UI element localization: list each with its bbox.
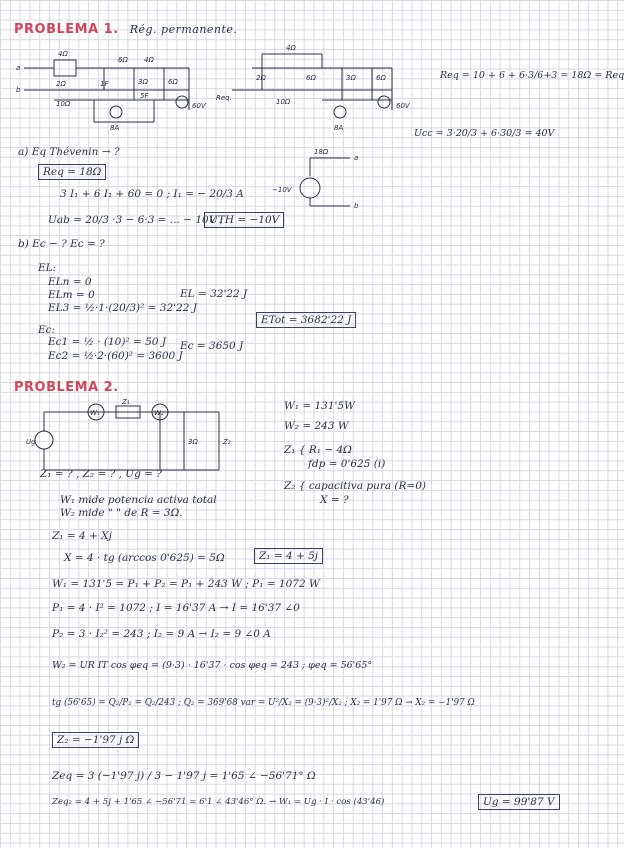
c1-r1: 4Ω: [58, 50, 68, 58]
line-w2: W₂ = UR IT cos φeq = (9·3) · 16'37 · cos φeq = 243 ; φeq = 56'65°: [52, 660, 373, 671]
line-tg: tg (56'65) = Q₂/P₂ = Q₂/243 ; Q₂ = 369'68 var = U²/X₂ = (9·3)²/X₂ ; X₂ = 1'97 Ω → X₂ = −1'97 Ω: [52, 698, 475, 708]
c1-node-a: a: [16, 64, 21, 72]
line-z1: Z₁ = 4 + Xj: [52, 530, 112, 542]
c1-v: 60V: [192, 102, 206, 110]
circuit-2-diagram: [216, 40, 412, 132]
c1-r6: 3Ω: [138, 78, 148, 86]
z1-spec-a: Z₁ { R₁ − 4Ω: [284, 444, 352, 456]
z1-spec-b: fdp = 0'625 (i): [308, 458, 386, 470]
p2-w2: W₂: [154, 409, 164, 417]
circuit-1-diagram: [14, 40, 214, 130]
c2-r3: 10Ω: [276, 98, 291, 106]
etot-result-box: ETot = 3682'22 J: [256, 312, 356, 328]
ucc-equation: Ucc = 3·20/3 + 6·30/3 = 40V: [414, 128, 555, 139]
c1-r3: 10Ω: [56, 100, 71, 108]
problem-1-heading: [14, 22, 237, 37]
c1-i: 8A: [110, 124, 120, 132]
w2-value: W₂ = 243 W: [284, 420, 349, 432]
line-x: X = 4 · tg (arccos 0'625) = 5Ω: [64, 552, 225, 564]
uth-result-box: UTH = −10V: [204, 212, 284, 228]
el-3: EL3 = ½·1·(20/3)² = 32'22 J: [48, 302, 197, 314]
ec-heading: Ec:: [38, 324, 56, 336]
eq-current: 3 I₁ + 6 I₁ + 60 = 0 ; I₁ = − 20/3 A: [60, 188, 244, 200]
part-a-label: a) Eq Thévenin → ?: [18, 146, 120, 158]
thevenin-b: b: [354, 202, 359, 210]
z2-result-box: Z₂ = −1'97 j Ω: [52, 732, 139, 748]
c2-v: 60V: [396, 102, 410, 110]
p2-ug: Ug: [26, 438, 36, 446]
z2-spec-a: Z₂ { capacitiva pura (R=0): [284, 480, 427, 492]
c2-r6: 6Ω: [376, 74, 386, 82]
line-p1: P₁ = 4 · I² = 1072 ; I = 16'37 A → I = 16'37 ∠0: [52, 602, 300, 614]
c2-r5: 3Ω: [346, 74, 356, 82]
c2-i: 8A: [334, 124, 344, 132]
part-b-label: b) Ec − ? Ec = ?: [18, 238, 105, 250]
c1-node-b: b: [16, 86, 21, 94]
problem-1-subtitle: Rég. permanente.: [129, 23, 238, 36]
ec-2: Ec2 = ½·2·(60)² = 3600 J: [48, 350, 183, 362]
c1-r7: 6Ω: [168, 78, 178, 86]
z2-spec-b: X = ?: [320, 494, 349, 506]
el-2: ELm = 0: [48, 289, 95, 301]
note-w1: W₁ mide potencia activa total: [60, 494, 217, 506]
line-w1: W₁ = 131'5 = P₁ + P₂ = P₁ + 243 W ; P₁ = 1072 W: [52, 578, 320, 590]
ug-result-box: Ug = 99'87 V: [478, 794, 560, 810]
el-result: EL = 32'22 J: [180, 288, 248, 300]
req-result-box: Req = 18Ω: [38, 164, 106, 180]
el-heading: EL:: [38, 262, 57, 274]
p2-question: Z₁ = ? , Z₂ = ? , Ug = ?: [40, 468, 162, 480]
c1-r2: 2Ω: [56, 80, 66, 88]
p2-z2: Z₂: [223, 438, 231, 446]
c2-req-label: Req.: [216, 94, 232, 102]
c2-r4: 6Ω: [306, 74, 316, 82]
line-zeq: Zeq = 3 (−1'97 j) / 3 − 1'97 j = 1'65 ∠ −56'71° Ω: [52, 770, 316, 782]
c1-r4: 1F: [100, 80, 109, 88]
thevenin-v: −10V: [272, 186, 292, 194]
ec-result: Ec = 3650 J: [180, 340, 244, 352]
line-zeq2: Zeq₂ = 4 + 5j + 1'65 ∠ −56'71 = 6'1 ∠ 43'46° Ω. → W₁ = Ug · I · cos (43'46): [52, 797, 385, 807]
w1-value: W₁ = 131'5W: [284, 400, 355, 412]
thevenin-circuit-diagram: [270, 148, 360, 218]
ec-1: Ec1 = ½ · (10)² = 50 J: [48, 336, 167, 348]
note-w2: W₂ mide " " de R = 3Ω.: [60, 507, 183, 519]
c1-r8: 4Ω: [144, 56, 154, 64]
problem-2-title: PROBLEMA 2.: [14, 380, 119, 395]
c2-r1-label: 4Ω: [286, 44, 296, 52]
c1-r5: 6Ω: [118, 56, 128, 64]
p2-w1: W₁: [90, 409, 100, 417]
problem-1-title: PROBLEMA 1.: [14, 22, 119, 37]
line-p2: P₂ = 3 · I₂² = 243 ; I₂ = 9 A → I₂ = 9 ∠0 A: [52, 628, 271, 640]
eq-voltage: Uab = 20/3 ·3 − 6·3 = ... − 10V ;: [48, 214, 224, 226]
req-equation: Req = 10 + 6 + 6·3/6+3 = 18Ω = Req: [440, 70, 624, 81]
p2-r: 3Ω: [188, 438, 198, 446]
thevenin-a: a: [354, 154, 359, 162]
thevenin-r: 18Ω: [314, 148, 329, 156]
z1-result-box: Z₁ = 4 + 5j: [254, 548, 323, 564]
p2-z1: Z₁: [122, 398, 130, 406]
c2-r2: 2Ω: [256, 74, 266, 82]
el-1: ELn = 0: [48, 276, 92, 288]
c1-r9: 5F: [140, 92, 149, 100]
